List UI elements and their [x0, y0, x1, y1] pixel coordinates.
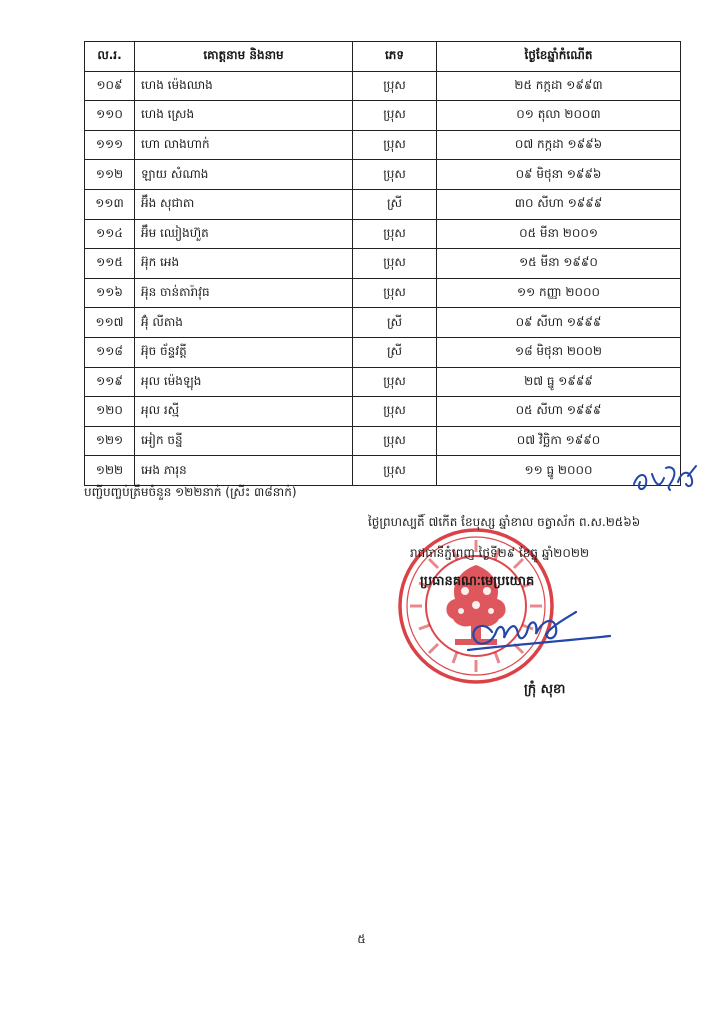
row-full-name: អ៊ុច ច័ន្ទវត្តី: [135, 337, 353, 367]
table-row: [85, 189, 681, 219]
row-number: ១១៦: [85, 278, 135, 308]
row-birthdate: ២៥ កក្កដា ១៩៩៣: [437, 71, 681, 101]
row-number: ១២០: [85, 397, 135, 427]
row-sex: ស្រី: [353, 308, 437, 338]
row-birthdate: ០៥ មីនា ២០០១: [437, 219, 681, 249]
column-header-number: ល.រ.: [85, 42, 135, 72]
row-full-name: ហោ លាងហាក់: [135, 130, 353, 160]
row-full-name: អៀក ចន្នី: [135, 426, 353, 456]
row-birthdate: ១៨ មិថុនា ២០០២: [437, 337, 681, 367]
row-birthdate: ១១ កញ្ញា ២០០០: [437, 278, 681, 308]
row-sex: ប្រុស: [353, 426, 437, 456]
table-row: [85, 337, 681, 367]
column-header-sex: ភេទ: [353, 42, 437, 72]
row-sex: ប្រុស: [353, 278, 437, 308]
signer-name: ក្រុំ សុខា: [524, 682, 566, 697]
row-number: ១១៤: [85, 219, 135, 249]
row-birthdate: ០៩ មិថុនា ១៩៩៦: [437, 160, 681, 190]
row-number: ១១២: [85, 160, 135, 190]
row-number: ១១៨: [85, 337, 135, 367]
signer-title: ប្រធានគណៈមេប្រយោគ: [420, 574, 535, 589]
lunar-date-line: ថ្ងៃព្រហស្បតិ៍ ៧កើត ខែបុស្ស ឆ្នាំខាល ចត្វាស័ក ព.ស.២៥៦៦: [368, 515, 641, 529]
row-number: ១១៧: [85, 308, 135, 338]
table-body: [85, 71, 681, 485]
candidate-table: [84, 41, 681, 486]
table-row: [85, 367, 681, 397]
column-header-birthdate: ថ្ងៃខែឆ្នាំកំណើត: [437, 42, 681, 72]
row-sex: ប្រុស: [353, 130, 437, 160]
row-full-name: អុល ម៉េងឡុង: [135, 367, 353, 397]
row-full-name: អ៊ុំ លីតាង: [135, 308, 353, 338]
row-birthdate: ០១ តុលា ២០០៣: [437, 101, 681, 131]
row-sex: ប្រុស: [353, 160, 437, 190]
row-full-name: ហេង ស្រេង: [135, 101, 353, 131]
row-number: ១២១: [85, 426, 135, 456]
row-birthdate: ១៥ មីនា ១៩៩០: [437, 249, 681, 279]
row-full-name: អុល រស្មី: [135, 397, 353, 427]
table-row: [85, 278, 681, 308]
table-header-row: [85, 42, 681, 72]
table-row: [85, 219, 681, 249]
row-number: ១០៩: [85, 71, 135, 101]
row-full-name: អេង ភារុន: [135, 456, 353, 486]
row-number: ១១៩: [85, 367, 135, 397]
row-sex: ស្រី: [353, 189, 437, 219]
row-birthdate: ០៧ វិច្ឆិកា ១៩៩០: [437, 426, 681, 456]
summary-line: បញ្ជីបញ្ចប់ត្រឹមចំនួន ១២២នាក់ (ស្រីះ ៣៨នាក់): [84, 485, 297, 499]
row-number: ១១១: [85, 130, 135, 160]
row-number: ១១៥: [85, 249, 135, 279]
row-birthdate: ០៧ កក្កដា ១៩៩៦: [437, 130, 681, 160]
row-sex: ប្រុស: [353, 456, 437, 486]
table-row: [85, 308, 681, 338]
table-row: [85, 130, 681, 160]
civil-date-line: រាជធានីភ្នំពេញ ថ្ងៃទី២៩ ខែធ្នូ ឆ្នាំ២០២២: [410, 546, 590, 560]
row-birthdate: ១១ ធ្នូ ២០០០: [437, 456, 681, 486]
row-full-name: ឡាយ សំណាង: [135, 160, 353, 190]
table-row: [85, 71, 681, 101]
row-birthdate: ០៩ សីហា ១៩៩៩: [437, 308, 681, 338]
table-row: [85, 160, 681, 190]
row-full-name: អ៊ឹង សុជាតា: [135, 189, 353, 219]
handwritten-initials: [630, 462, 700, 496]
row-sex: ស្រី: [353, 337, 437, 367]
row-number: ១១៣: [85, 189, 135, 219]
row-sex: ប្រុស: [353, 249, 437, 279]
row-full-name: អ៊ុក អេង: [135, 249, 353, 279]
table-row: [85, 456, 681, 486]
handwritten-signature: [462, 598, 612, 658]
row-number: ១២២: [85, 456, 135, 486]
row-birthdate: ០៥ សីហា ១៩៩៩: [437, 397, 681, 427]
table-row: [85, 249, 681, 279]
page-number: ៥: [357, 932, 366, 946]
row-sex: ប្រុស: [353, 219, 437, 249]
row-sex: ប្រុស: [353, 397, 437, 427]
row-number: ១១០: [85, 101, 135, 131]
row-birthdate: ២៧ ធ្នូ ១៩៩៩: [437, 367, 681, 397]
row-full-name: ហេង ម៉េងឈាង: [135, 71, 353, 101]
row-birthdate: ៣០ សីហា ១៩៩៩: [437, 189, 681, 219]
table-row: [85, 101, 681, 131]
table-row: [85, 426, 681, 456]
row-full-name: អ៊ឹម ឈៀងហ៊ួត: [135, 219, 353, 249]
row-sex: ប្រុស: [353, 71, 437, 101]
row-sex: ប្រុស: [353, 101, 437, 131]
column-header-name: គោត្តនាម និងនាម: [135, 42, 353, 72]
row-full-name: អ៊ុន ចាន់តារ៉ាវុធ: [135, 278, 353, 308]
table-row: [85, 397, 681, 427]
row-sex: ប្រុស: [353, 367, 437, 397]
